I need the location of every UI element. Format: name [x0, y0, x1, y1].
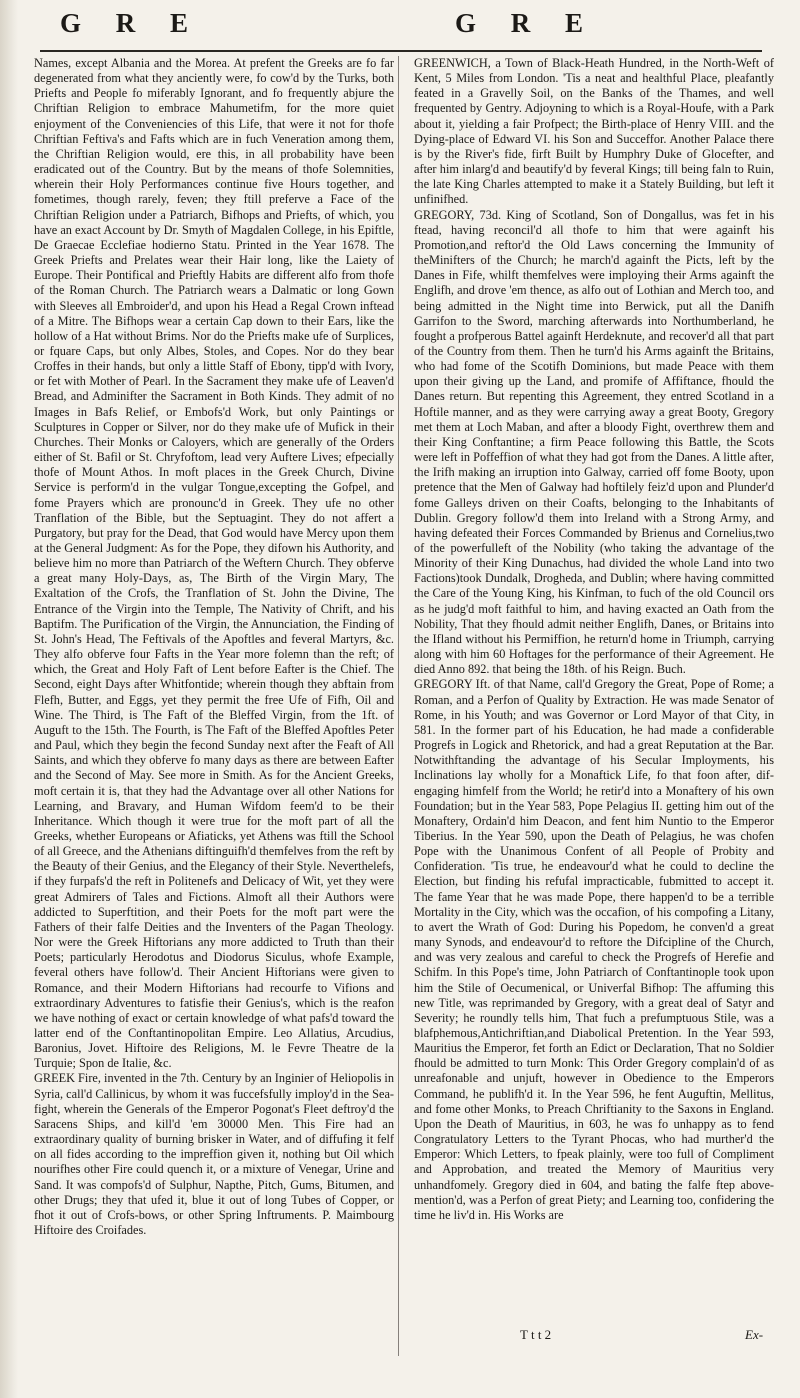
entry-gregory-king: GREGORY, 73d. King of Scotland, Son of Dongallus, was fet in his ftead, having reconcil'd all thofe to him that were againft his Promotion,and reftor'd the Old Laws concerning the Immunity of theMinifters of the Church; he march'd againft the Picts, left by the Danes in Fife, whilft themfelves were imploying their Arms againft the Englifh, and drove 'em thence, as alfo out of Lothian and Merch too, and being admitted in the Night time into Berwick, put all the Danifh Garrifon to the Sword, marching afterwards into Northumberland, he fought a profperous Battel againft Herdeknute, and recover'd all that part of the Country from them. Then he turn'd his Arms againft the Britains, who had fome of the Scotifh Dominions, but made Peace with them upon their giving up the Land, and promife of Affiftance, fhould the Danes return. But repenting this Agreement, they entred Scotland in a Hoftile manner, and as they were carrying away a great Booty, Gregory met them at Loch Maban, and after a bloody Fight, overthrew them and their King Conftantine; a firm Peace following this Battle, the Scots were left in Poffeffion of what they had got from the Danes. A little after, the Irifh making an irruption into Galway, carried off fome Booty, upon pretence that the Men of Galway had hoftilely feiz'd upon and Plunder'd fome Galleys driven on their Coafts, belonging to the Inhabitants of Dublin. Gregory follow'd them into Ireland with a Strong Army, and having defeated their Forces Commanded by Brienus and Cornelius,two of the powerfulleft of the Nobility (who taking the advantage of the Minority of their King Dunachus, had divided the whole Land into two Factions)took Dundalk, Drogheda, and Dublin; where having committed the Care of the Young King, his Kinfman, to fuch of the old Council ors as he judg'd moft faithful to him, and having exacted an Oath from the Nobility, That they fhould admit neither Englifh, Danes, or Britains into the Ifland without his Permiffion, he return'd home in Triumph, carrying along with him 60 Hoftages for the performance of their Agreement. He died Anno 892. that being the 18th. of his Reign. Buch.	[414, 207, 774, 677]
entry-greek-fire: GREEK Fire, invented in the 7th. Century by an Inginier of Heliopolis in Syria, call'd Callinicus, by whom it was fuccefsfully imploy'd in the Sea-fight, wherein the Generals of the Emperor Pogonat's Fleet deftroy'd the Saracens Ships, and kill'd 'em 30000 Men. This Fire had an extraordinary quality of burning brisker in Water, and of diffufing it felf on all fides according to the impreffion given it, nothing but Oil which nourifhes other Fire could quench it, or a mixture of Venegar, Urine and Sand. It was compofs'd of Sulphur, Napthe, Pitch, Gums, Bitumen, and other Drugs; they that ufed it, blue it out of long Tubes of Copper, or fhot it out of Crofs-bows, or other Spring Inftruments. P. Maimbourg Hiftoire des Croifades.	[34, 1071, 394, 1238]
entry-gregory-pope: GREGORY Ift. of that Name, call'd Gregory the Great, Pope of Rome; a Roman, and a Perfon of Quality by Extraction. He was made Senator of Rome, in his Youth; and was Governor or Lord Mayor of that City, in 581. In the former part of his Education, he had made a confiderable Progrefs in Logick and Rhetorick, and had a great Reputation at the Bar. Notwithftanding the advantage of his Secular Imployments, his Inclinations lay wholly for a Monaftick Life, fo that foon after, dif-engaging himfelf from the World; he retir'd into a Monaftery of his own Foundation; but in the Year 583, Pope Pelagius II. getting him out of the Monaftery, Ordain'd him Deacon, and fent him Nuntio to the Emperor Tiberius. In the Year 590, upon the Death of Pelagius, he was chofen Pope with the Unanimous Confent of all People of Probity and Confideration. 'Tis true, he endeavour'd what he could to decline the Election, but finding his refufal impracticable, fubmitted to accept it. The fame Year that he was made Pope, there happen'd to be a terrible Mortality in the City, which was the occafion, of his compofing a Litany, to avert the Wrath of God: During his Popedom, he conven'd a great many Synods, and endeavour'd to reftore the Difcipline of the Church, and was very zealous and careful to check the Progrefs of Herefie and Schifm. In this Pope's time, John Patriarch of Conftantinople took upon him the Stile of Oecumenical, or Univerfal Bifhop: The affuming this new Title, was reprimanded by Gregory, with a great deal of Satyr and Severity; he roundly tells him, That fuch a prefumptuous Stile, was a blafphemous,Antichriftian,and Diabolical Pretention. In the Year 593, Mauritius the Emperor, fet forth an Edict or Declaration, That no Soldier fhould be admitted to turn Monk: This Order Gregory complain'd of as unreafonable and unjuft, however in Obedience to the Emperors Command, he publifh'd it. In the Year 596, he fent Auguftin, Mellitus, and fome other Monks, to Preach Chriftianity to the Saxons in England. Upon the Death of Mauritius, in 603, he was fo unhappy as to fend Congratulatory Letters to the Tyrant Phocas, who had murther'd the Emperor: Which Letters, to fpeak plainly, were too full of Compliment and Approbation, and treated the Memory of Mauritius very unhandfomely. Gregory died in 604, and bating the falfe ftep above-mention'd, was a Perfon of great Piety; and Learning too, confidering the time he liv'd in. His Works are	[414, 677, 774, 1222]
running-head-right: G R E	[455, 8, 598, 38]
page-gutter-shadow	[0, 0, 18, 1398]
entry-greenwich: GREENWICH, a Town of Black-Heath Hundred, in the North-Weft of Kent, 5 Miles from London. 'Tis a neat and healthful Place, pleafantly feated in a Gravelly Soil, on the Banks of the Thames, and well frequented by Gentry. Adjoyning to which is a Royal-Houfe, with a Park about it, yielding a fair Profpect; the Birth-place of Henry VIII. and the Dying-place of Edward VI. his Son and Succeffor. Another Palace there is by the River's fide, firft Built by Humphry Duke of Glocefter, and after him inlarg'd and beautify'd by feveral Kings; till being faln to Ruin, the late King Charles attempted to make it a Stately Building, but left it unfinifhed.	[414, 56, 774, 207]
signature-mark: T t t 2	[520, 1327, 552, 1342]
head-rule	[40, 50, 762, 52]
running-head-left: G R E	[60, 8, 203, 38]
left-column	[34, 56, 394, 1238]
running-head	[0, 8, 800, 44]
catchword: Ex-	[745, 1327, 764, 1342]
column-divider	[398, 56, 399, 1356]
entry-greeks-paragraph: Names, except Albania and the Morea. At prefent the Greeks are fo far degenerated from what they anciently were, fo cow'd by the Turks, both Priefts and People fo miferably Ignorant, and fo frequently abjure the Chriftian Religion to embrace Mahumetifm, for the more quiet enjoyment of the Conveniencies of this Life, that were it not for thofe Chriftian Feftiva's and Fafts which are in fuch Veneration among them, the Chriftian Religion would, ere this, in all probability have been eradicated out of the Country. But by the means of thofe Solemnities, wherein their Holy Performances continue five Hours together, and fometimes, though rarely, feven; they ftill preferve a Face of the Chriftian Religion under a Patriarch, Bifhops and Priefts, of which, you have an exact Account by Dr. Smyth of Magdalen College, in his Epiftle, De Graecae Ecclefiae hodierno Statu. Printed in the Year 1678. The Greek Priefts and Prelates wear their Hair long, like the Laiety of Europe. Their Pontifical and Prieftly Habits are different alfo from thofe of the Roman Church. The Patriarch wears a Dalmatic or long Gown with Sleeves all Embroider'd, and upon his Head a Regal Crown inftead of a Mitre. The Bifhops wear a certain Cap down to their Ears, like the hollow of a Hat without Brims. Nor do the Priefts make ufe of Surplices, or fquare Caps, but only Albes, Stoles, and Copes. Nor do they bear Croffes in their hands, but only a little Staff of Ebony, tipp'd with Ivory, or fet with Mother of Pearl. In the Sacrament they make ufe of Leaven'd Bread, and Adminifter the Sacrament in Both Kinds. They admit of no Images in Bafs Relief, or Embofs'd Work, but only Paintings or Sculptures in Copper or Silver, nor do they make ufe of Mufick in their Churches. Their Monks or Caloyers, which are generally of the Orders either of St. Bafil or St. Chryfoftom, lead very Auftere Lives; efpecially thofe of Mount Athos. In moft places in the Greek Church, Divine Service is perform'd in the vulgar Tongue,excepting the Gofpel, and fome Prayers which are pronounc'd in Greek. They ufe no other Tranflation of the Bible, but the Septuagint. They do not affert a Purgatory, but pray for the Dead, that God would have Mercy upon them at the General Judgment: As for the Pope, they difown his Authority, and believe him no more than Patriarch of the Weftern Church. They obferve a great many Holy-Days, as, The Birth of the Virgin Mary, The Exaltation of the Crofs, the Tranflation of St. John the Divine, The Entrance of the Virgin into the Temple, The Nativity of Chrift, and his Baptifm. The Purification of the Virgin, the Annunciation, the Finding of St. John's Head, The Feftivals of the Apoftles and feveral Martyrs, &c. They alfo obferve four Fafts in the Year more folemn than the reft; of which, the Great and Holy Faft of Lent before Eafter is the Chief. The Second, eight Days after Whitfontide; wherein though they abftain from Flefh, Butter, and Eggs, yet they permit the free Ufe of Fifh, Oil and Wine. The Third, is The Faft of the Bleffed Virgin, from the 1ft. of Auguft to the 15th. The Fourth, is The Faft of the Bleffed Apoftles Peter and Paul, which they begin the fecond Sunday next after the Feaft of All Saints, and which they obferve fo many days as there are between Eafter and the Second of May. See more in Smith. As for the Ancient Greeks, moft certain it is, that they had the Advantage over all other Nations for Learning, and Bravary, and Human Wifdom feem'd to be their Inheritance. Which though it were true for the moft part of all the Greeks, whether Europeans or Afiaticks, yet Athens was ftill the School of all Greece, and the Athenians diftinguifh'd themfelves from the reft by the Beauty of their Genius, and the Elegancy of their Style. Neverthelefs, if they furpafs'd the reft in Politenefs and Delicacy of Wit, yet they were great Admirers of Tales and Fictions. Almoft all their Authors were addicted to Superftition, and their Poets for the moft part were the Fathers of their falfe Deities and the Inventers of the Pagan Theology. Nor were the Greek Hiftorians any more addicted to Truth than their Poets; particularly Herodotus and Diodorus Siculus, whofe Example, feveral others have follow'd. Their Ancient Hiftorians were given to Romance, and their Modern Hiftorians had recourfe to Vifions and extraordinary Adventures to fatisfie their Genius's, which is the reafon we have nothing of exact or certain knowledge of what pafs'd toward the latter end of the Conftantinopolitan Empire. Leo Allatius, Arcudius, Baronius, Jovet. Hiftoire des Religions, M. le Fevre Theatre de la Turquie; Spon de Italie, &c.	[34, 56, 394, 1071]
right-column	[414, 56, 774, 1223]
